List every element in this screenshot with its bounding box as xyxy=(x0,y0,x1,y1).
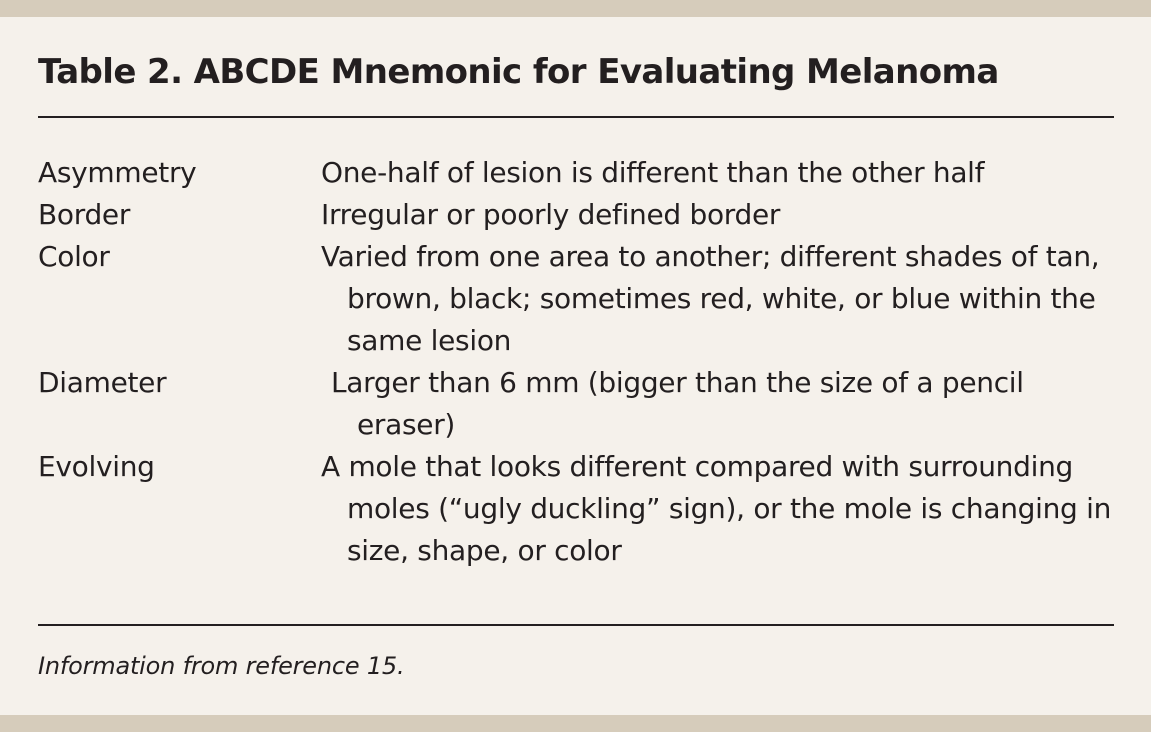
bottom-rule xyxy=(38,624,1114,626)
row-term: Border xyxy=(38,198,131,231)
top-border-band xyxy=(0,0,1151,17)
table-row-asymmetry xyxy=(38,152,1114,194)
table-row-color xyxy=(38,236,1114,362)
mnemonic-table xyxy=(38,152,1114,572)
footnote: Information from reference 15. xyxy=(38,652,405,680)
row-description: Varied from one area to another; different shades of tan, brown, black; sometimes red, white, or blue within the same lesion xyxy=(321,240,1100,357)
table-row-diameter xyxy=(38,362,1114,446)
table-row-evolving xyxy=(38,446,1114,572)
row-term: Diameter xyxy=(38,366,167,399)
row-description: Irregular or poorly defined border xyxy=(321,198,781,231)
row-description: One-half of lesion is different than the other half xyxy=(321,156,985,189)
row-term: Evolving xyxy=(38,450,155,483)
bottom-border-band xyxy=(0,715,1151,732)
table-title: Table 2. ABCDE Mnemonic for Evaluating Melanoma xyxy=(38,52,999,92)
top-rule xyxy=(38,116,1114,118)
row-description: A mole that looks different compared with surrounding moles (“ugly duckling” sign), or the mole is changing in size, shape, or color xyxy=(321,450,1112,567)
table-row-border xyxy=(38,194,1114,236)
row-description: Larger than 6 mm (bigger than the size of a pencil eraser) xyxy=(331,366,1024,441)
row-term: Asymmetry xyxy=(38,156,197,189)
row-term: Color xyxy=(38,240,110,273)
